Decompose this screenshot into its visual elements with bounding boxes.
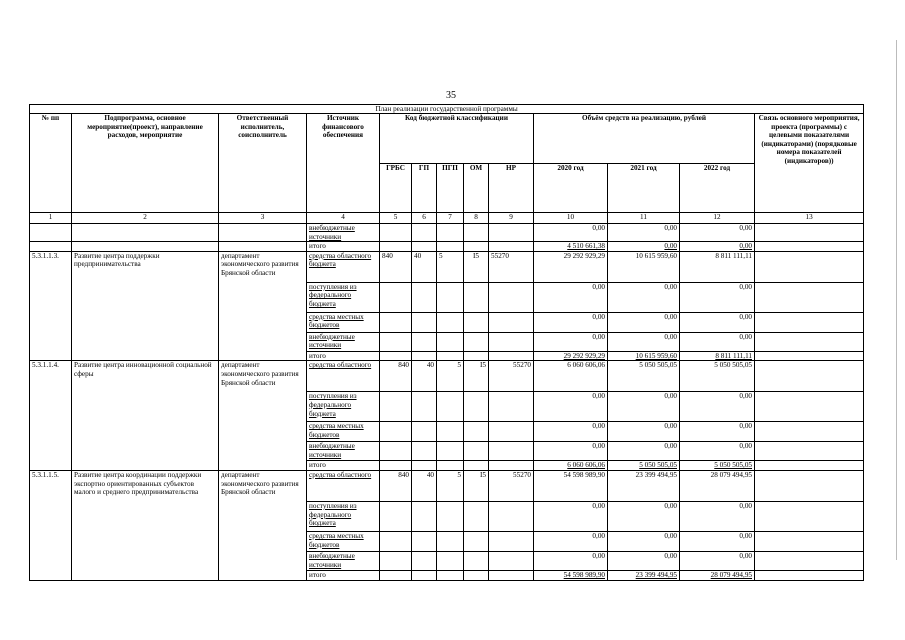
indicator-link <box>755 461 864 471</box>
code-nr <box>489 332 534 351</box>
indicator-link <box>755 361 864 392</box>
amount-y2021: 0,00 <box>608 501 680 531</box>
header-budget-code: Код бюджетной классификации <box>380 114 534 164</box>
amount-y2022: 5 050 505,05 <box>680 361 755 392</box>
budget-code-cell <box>437 242 464 252</box>
budget-code-cell <box>464 242 489 252</box>
measure-name: Развитие центра инновационной социальной сферы <box>72 361 219 471</box>
code-pgp <box>437 351 464 361</box>
code-gp <box>412 501 437 531</box>
indicator-link <box>755 470 864 501</box>
code-grbs: 840 <box>380 361 412 392</box>
indicator-link <box>755 332 864 351</box>
amount-y2020: 0,00 <box>534 224 608 242</box>
code-grbs <box>380 422 412 442</box>
column-number: 9 <box>489 213 534 224</box>
funding-source: средства областного бюджета <box>307 251 380 282</box>
code-om <box>464 531 489 551</box>
row-num <box>30 224 72 242</box>
amount-y2020: 54 598 989,90 <box>534 570 608 580</box>
code-nr: 55270 <box>489 251 534 282</box>
budget-code-cell <box>437 224 464 242</box>
code-gp <box>412 351 437 361</box>
code-gp: 40 <box>412 470 437 501</box>
indicator-link <box>755 551 864 570</box>
plan-table <box>29 104 864 581</box>
amount-y2021: 0,00 <box>608 392 680 422</box>
column-number: 10 <box>534 213 608 224</box>
row-num <box>30 242 72 252</box>
column-number: 7 <box>437 213 464 224</box>
indicator-link <box>755 392 864 422</box>
code-nr <box>489 282 534 312</box>
amount-y2021: 0,00 <box>608 224 680 242</box>
funding-source: средства местных бюджетов <box>307 312 380 332</box>
budget-code-cell <box>464 224 489 242</box>
code-nr <box>489 461 534 471</box>
code-grbs: 840 <box>380 470 412 501</box>
amount-y2021: 10 615 959,60 <box>608 351 680 361</box>
code-om <box>464 392 489 422</box>
amount-y2021: 10 615 959,60 <box>608 251 680 282</box>
row-responsible <box>219 224 307 242</box>
header-responsible: Ответственный исполнитель, соисполнитель <box>219 114 307 213</box>
code-nr <box>489 501 534 531</box>
amount-y2021: 0,00 <box>608 282 680 312</box>
row-link <box>755 224 864 242</box>
amount-y2020: 4 510 661,38 <box>534 242 608 252</box>
column-number: 8 <box>464 213 489 224</box>
amount-y2020: 29 292 929,29 <box>534 351 608 361</box>
column-number: 3 <box>219 213 307 224</box>
header-subprogram: Подпрограмма, основное мероприятие(проект), направление расходов, мероприятие <box>72 114 219 213</box>
code-pgp <box>437 501 464 531</box>
row-name <box>72 242 219 252</box>
code-om <box>464 422 489 442</box>
code-grbs: 840 <box>380 251 412 282</box>
measure-number: 5.3.1.1.3. <box>30 251 72 361</box>
measure-name: Развитие центра координации поддержки экспортно ориентированных субъектов малого и среднего предпринимательства <box>72 470 219 580</box>
amount-y2021: 0,00 <box>608 312 680 332</box>
amount-y2021: 0,00 <box>608 332 680 351</box>
amount-y2021: 0,00 <box>608 531 680 551</box>
column-number: 12 <box>680 213 755 224</box>
amount-y2020: 0,00 <box>534 531 608 551</box>
indicator-link <box>755 570 864 580</box>
amount-y2021: 0,00 <box>608 551 680 570</box>
amount-y2020: 6 060 606,06 <box>534 361 608 392</box>
code-gp <box>412 461 437 471</box>
code-nr <box>489 351 534 361</box>
amount-y2021: 23 399 494,95 <box>608 570 680 580</box>
header-gp: ГП <box>412 164 437 213</box>
indicator-link <box>755 282 864 312</box>
amount-y2022: 0,00 <box>680 312 755 332</box>
amount-y2022: 0,00 <box>680 224 755 242</box>
funding-source: средства областного <box>307 361 380 392</box>
measure-responsible: департамент экономического развития Брянской области <box>219 470 307 580</box>
funding-source: средства местных бюджетов <box>307 531 380 551</box>
row-source: итого <box>307 242 380 252</box>
code-nr <box>489 392 534 422</box>
funding-source: внебюджетные источники <box>307 442 380 461</box>
budget-code-cell <box>412 242 437 252</box>
code-pgp <box>437 570 464 580</box>
indicator-link <box>755 351 864 361</box>
column-number: 11 <box>608 213 680 224</box>
header-om: ОМ <box>464 164 489 213</box>
code-nr <box>489 312 534 332</box>
code-pgp: 5 <box>437 361 464 392</box>
code-grbs <box>380 282 412 312</box>
amount-y2021: 0,00 <box>608 422 680 442</box>
page-number: 35 <box>446 90 456 101</box>
code-om <box>464 351 489 361</box>
code-nr <box>489 531 534 551</box>
code-grbs <box>380 501 412 531</box>
code-grbs <box>380 392 412 422</box>
row-source: внебюджетные источники <box>307 224 380 242</box>
amount-y2020: 54 598 989,90 <box>534 470 608 501</box>
code-nr <box>489 442 534 461</box>
amount-y2020: 0,00 <box>534 282 608 312</box>
header-2021: 2021 год <box>608 164 680 213</box>
column-number: 4 <box>307 213 380 224</box>
code-nr: 55270 <box>489 470 534 501</box>
budget-code-cell <box>489 242 534 252</box>
code-pgp <box>437 551 464 570</box>
measure-number: 5.3.1.1.4. <box>30 361 72 471</box>
code-pgp <box>437 392 464 422</box>
funding-source: внебюджетные источники <box>307 332 380 351</box>
amount-y2022: 0,00 <box>680 422 755 442</box>
indicator-link <box>755 312 864 332</box>
code-nr <box>489 422 534 442</box>
code-grbs <box>380 312 412 332</box>
funding-source: средства местных бюджетов <box>307 422 380 442</box>
indicator-link <box>755 422 864 442</box>
amount-y2020: 29 292 929,29 <box>534 251 608 282</box>
amount-y2022: 0,00 <box>680 282 755 312</box>
amount-y2022: 28 079 494,95 <box>680 470 755 501</box>
code-om: I5 <box>464 361 489 392</box>
code-om <box>464 501 489 531</box>
amount-y2022: 0,00 <box>680 442 755 461</box>
code-gp <box>412 531 437 551</box>
funding-source: итого <box>307 351 380 361</box>
code-nr <box>489 570 534 580</box>
amount-y2020: 0,00 <box>534 501 608 531</box>
funding-source: поступления из федерального бюджета <box>307 392 380 422</box>
code-gp: 40 <box>412 251 437 282</box>
table-row <box>30 224 864 242</box>
header-link: Связь основного мероприятия, проекта (программы) с целевыми показателями (индикаторами) (порядковые номера показателей (индикаторов)) <box>755 114 864 213</box>
row-responsible <box>219 242 307 252</box>
indicator-link <box>755 531 864 551</box>
indicator-link <box>755 251 864 282</box>
amount-y2022: 0,00 <box>680 332 755 351</box>
column-number: 6 <box>412 213 437 224</box>
amount-y2021: 23 399 494,95 <box>608 470 680 501</box>
table-row <box>30 242 864 252</box>
code-gp <box>412 282 437 312</box>
code-grbs <box>380 531 412 551</box>
amount-y2022: 28 079 494,95 <box>680 570 755 580</box>
measure-name: Развитие центра поддержки предпринимательства <box>72 251 219 361</box>
funding-source: итого <box>307 570 380 580</box>
code-om <box>464 312 489 332</box>
funding-source: итого <box>307 461 380 471</box>
code-gp <box>412 332 437 351</box>
code-grbs <box>380 551 412 570</box>
amount-y2020: 0,00 <box>534 312 608 332</box>
code-gp <box>412 570 437 580</box>
amount-y2020: 6 060 606,06 <box>534 461 608 471</box>
budget-code-cell <box>412 224 437 242</box>
code-grbs <box>380 461 412 471</box>
header-nr: НР <box>489 164 534 213</box>
code-pgp <box>437 442 464 461</box>
amount-y2020: 0,00 <box>534 332 608 351</box>
code-nr <box>489 551 534 570</box>
code-om: I5 <box>464 470 489 501</box>
amount-y2022: 0,00 <box>680 551 755 570</box>
column-number: 1 <box>30 213 72 224</box>
amount-y2022: 8 811 111,11 <box>680 251 755 282</box>
amount-y2021: 5 050 505,05 <box>608 361 680 392</box>
code-pgp <box>437 332 464 351</box>
amount-y2022: 0,00 <box>680 392 755 422</box>
amount-y2020: 0,00 <box>534 392 608 422</box>
table-row <box>30 361 864 392</box>
code-pgp <box>437 312 464 332</box>
column-number: 5 <box>380 213 412 224</box>
column-number-row <box>30 213 864 224</box>
amount-y2021: 5 050 505,05 <box>608 461 680 471</box>
amount-y2022: 0,00 <box>680 242 755 252</box>
code-om <box>464 282 489 312</box>
amount-y2020: 0,00 <box>534 422 608 442</box>
measure-number: 5.3.1.1.5. <box>30 470 72 580</box>
code-grbs <box>380 442 412 461</box>
code-om <box>464 332 489 351</box>
funding-source: внебюджетные источники <box>307 551 380 570</box>
code-pgp <box>437 282 464 312</box>
column-number: 13 <box>755 213 864 224</box>
code-pgp: 5 <box>437 470 464 501</box>
amount-y2020: 0,00 <box>534 442 608 461</box>
header-source: Источник финансового обеспечения <box>307 114 380 213</box>
table-row <box>30 470 864 501</box>
funding-source: поступления из федерального бюджета <box>307 501 380 531</box>
code-gp <box>412 422 437 442</box>
code-pgp <box>437 422 464 442</box>
budget-code-cell <box>489 224 534 242</box>
amount-y2022: 8 811 111,11 <box>680 351 755 361</box>
code-om <box>464 461 489 471</box>
code-om: I5 <box>464 251 489 282</box>
header-volume: Объём средств на реализацию, рублей <box>534 114 755 164</box>
scan-edge-line <box>896 40 897 560</box>
budget-code-cell <box>380 242 412 252</box>
amount-y2022: 0,00 <box>680 531 755 551</box>
table-row <box>30 251 864 282</box>
code-pgp <box>437 461 464 471</box>
code-om <box>464 570 489 580</box>
column-number: 2 <box>72 213 219 224</box>
amount-y2021: 0,00 <box>608 242 680 252</box>
row-name <box>72 224 219 242</box>
header-2022: 2022 год <box>680 164 755 213</box>
code-gp <box>412 442 437 461</box>
code-grbs <box>380 332 412 351</box>
code-gp <box>412 312 437 332</box>
amount-y2020: 0,00 <box>534 551 608 570</box>
funding-source: средства областного <box>307 470 380 501</box>
code-gp <box>412 392 437 422</box>
indicator-link <box>755 442 864 461</box>
header-num: № пп <box>30 114 72 213</box>
amount-y2022: 0,00 <box>680 501 755 531</box>
funding-source: поступления из федерального бюджета <box>307 282 380 312</box>
budget-code-cell <box>380 224 412 242</box>
row-link <box>755 242 864 252</box>
code-nr: 55270 <box>489 361 534 392</box>
code-pgp <box>437 531 464 551</box>
code-grbs <box>380 351 412 361</box>
header-2020: 2020 год <box>534 164 608 213</box>
amount-y2022: 5 050 505,05 <box>680 461 755 471</box>
header-grbs: ГРБС <box>380 164 412 213</box>
code-gp: 40 <box>412 361 437 392</box>
table-caption: План реализации государственной программы <box>30 105 864 114</box>
code-om <box>464 442 489 461</box>
code-om <box>464 551 489 570</box>
code-grbs <box>380 570 412 580</box>
measure-responsible: департамент экономического развития Брянской области <box>219 361 307 471</box>
amount-y2021: 0,00 <box>608 442 680 461</box>
code-pgp: 5 <box>437 251 464 282</box>
header-pgp: ПГП <box>437 164 464 213</box>
indicator-link <box>755 501 864 531</box>
code-gp <box>412 551 437 570</box>
measure-responsible: департамент экономического развития Брянской области <box>219 251 307 361</box>
